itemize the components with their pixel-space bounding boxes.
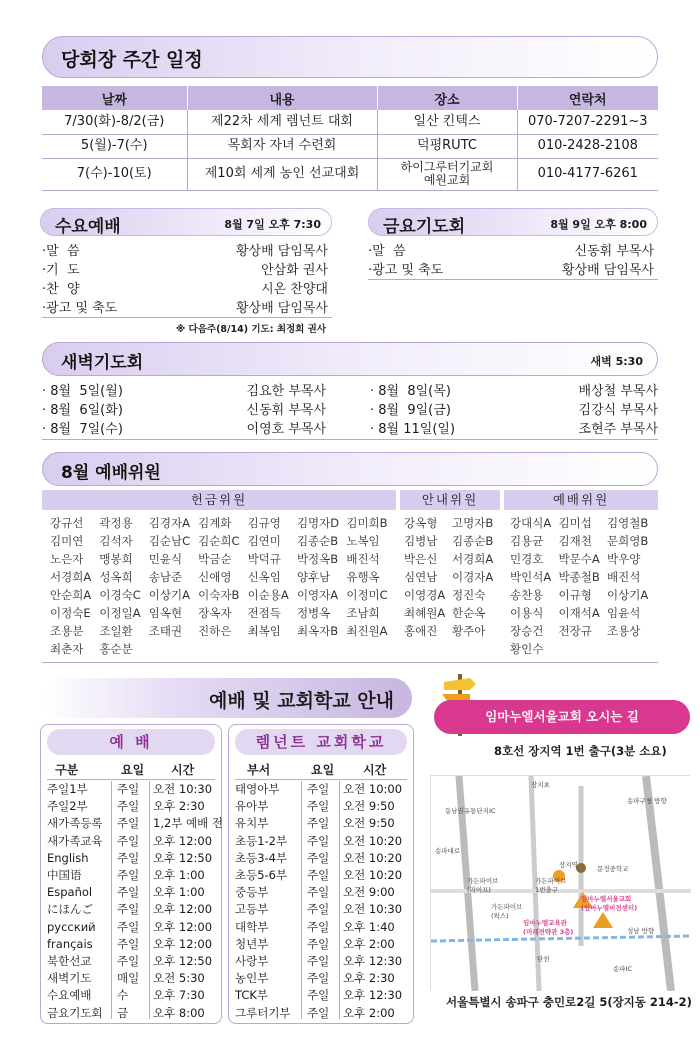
map-label-edu: 임마누엘교육관 (미래전략관 3층) xyxy=(523,919,574,936)
committee-member-name: 이경숙C xyxy=(99,588,141,602)
committee-member-name: 장옥자 xyxy=(198,606,232,620)
committee-member-name: 노복임 xyxy=(346,534,380,548)
wed-item: ·말 씀 황상배 담임목사 xyxy=(42,244,328,259)
committee-member-name: 이숙자B xyxy=(198,588,240,602)
dawn-item: · 8월 11일(일) 조현주 부목사 xyxy=(370,422,658,437)
worship-guide-cell: 주일 xyxy=(117,954,140,969)
committee-member-name: 배진석 xyxy=(346,552,380,566)
school-guide-cell: 대학부 xyxy=(235,919,269,934)
committee-name-row xyxy=(404,586,500,604)
school-guide-cell: 초등3-4부 xyxy=(235,850,288,865)
map-label-seongnam: 성남 방향 xyxy=(627,927,655,935)
committee-member-name: 안순희A xyxy=(50,588,92,602)
dawn-item: · 8월 7일(수) 이영호 부목사 xyxy=(42,422,326,437)
committee-name-row xyxy=(510,622,660,640)
map-label-school-b: 문정중학교 xyxy=(597,865,629,873)
worship-guide-cell: 수 xyxy=(117,988,129,1003)
committee-member-name: 성옥희 xyxy=(99,570,133,584)
school-header-day: 요일 xyxy=(311,763,335,777)
wed-title: 수요예배 xyxy=(55,217,121,237)
dawn-title: 새벽기도회 xyxy=(61,353,144,373)
usher-committee-names xyxy=(404,514,500,640)
committee-title: 8월 예배위원 xyxy=(61,463,161,483)
committee-name-row xyxy=(50,622,396,640)
committee-member-name: 김경자A xyxy=(148,516,190,530)
worship-guide-cell: 새가족교육 xyxy=(47,833,103,848)
worship-guide-cell: 주일 xyxy=(117,850,140,865)
school-guide-cell: 주일 xyxy=(307,988,330,1003)
committee-member-name: 이순용A xyxy=(247,588,289,602)
school-guide-cell: 오후 2:00 xyxy=(343,936,395,951)
committee-member-name: 김병남 xyxy=(404,534,438,548)
committee-member-name: 민윤식 xyxy=(148,552,183,566)
committee-member-name: 박인석A xyxy=(510,570,552,584)
worship-guide-cell: 매일 xyxy=(117,971,140,986)
schedule-header-contact: 연락처 xyxy=(517,86,658,110)
map-label-road: 송파대로 xyxy=(435,847,461,855)
committee-member-name: 조일환 xyxy=(99,624,133,638)
worship-kind-column xyxy=(47,781,103,1022)
map-label-songpa-ic: 송파IC xyxy=(613,965,633,973)
committee-member-name: 강대식A xyxy=(510,516,552,530)
worship-header-rule xyxy=(47,779,215,780)
committee-member-name: 박문수A xyxy=(558,552,600,566)
committee-member-name: 이정일A xyxy=(99,606,141,620)
committee-member-name: 강규선 xyxy=(50,516,84,530)
worship-guide-cell: 주일2부 xyxy=(47,799,88,814)
school-guide-cell: 오후 12:30 xyxy=(343,988,403,1003)
committee-member-name: 신애영 xyxy=(198,570,232,584)
worship-guide-cell: 금 xyxy=(117,1005,129,1020)
school-guide-cell: 오후 12:30 xyxy=(343,954,403,969)
schedule-cell: 덕평RUTC xyxy=(377,134,517,158)
fri-title: 금요기도회 xyxy=(383,217,466,237)
worship-time-column xyxy=(153,781,223,1022)
school-col-divider xyxy=(339,781,340,1019)
worship-guide-cell: 주일 xyxy=(117,782,140,796)
worship-guide-cell: 주일 xyxy=(117,902,140,917)
schedule-cell: 목회자 자녀 수련회 xyxy=(187,134,377,158)
committee-member-name: 김석자 xyxy=(99,534,133,548)
committee-member-name: 이상기A xyxy=(607,588,649,602)
worship-guide-cell: 오전 10:30 xyxy=(153,782,213,796)
committee-member-name: 최혜원A xyxy=(404,606,446,620)
committee-member-name: 배진석 xyxy=(607,570,641,584)
committee-member-name: 한순옥 xyxy=(452,606,486,620)
school-guide-cell: 주일 xyxy=(307,971,330,986)
worship-guide-cell: 오후 12:00 xyxy=(153,833,213,848)
worship-guide-cell: にほんご xyxy=(47,902,93,917)
wed-item: ·광고 및 축도 황상배 담임목사 xyxy=(42,301,328,316)
committee-member-name: 김용균 xyxy=(510,534,544,548)
location-map xyxy=(430,775,690,990)
worship-guide-cell: 주일 xyxy=(117,799,140,814)
committee-member-name: 김미연 xyxy=(50,534,84,548)
school-guide-cell: 오전 10:30 xyxy=(343,902,403,917)
committee-member-name: 이정미C xyxy=(346,588,388,602)
school-guide-cell: 오전 10:20 xyxy=(343,868,403,883)
committee-member-name: 김미희B xyxy=(346,516,388,530)
committee-member-name: 임옥현 xyxy=(148,606,183,620)
wed-divider xyxy=(42,317,332,318)
dawn-item: · 8월 8일(목) 배상철 부목사 xyxy=(370,384,658,399)
committee-member-name: 김연미 xyxy=(247,534,281,548)
school-guide-cell: 청년부 xyxy=(235,936,269,951)
fri-banner xyxy=(368,208,658,236)
committee-member-name: 양후남 xyxy=(296,570,331,584)
school-guide-cell: 주일 xyxy=(307,799,330,814)
committee-member-name: 문희영B xyxy=(607,534,649,548)
committee-member-name: 최옥자B xyxy=(296,624,339,638)
worship-guide-cell: 오후 12:50 xyxy=(153,954,213,969)
school-guide-cell: 주일 xyxy=(307,936,330,951)
worship-committee-names xyxy=(510,514,660,658)
school-guide-cell: 오전 10:00 xyxy=(343,782,403,796)
school-col-divider xyxy=(301,781,302,1019)
subway-info: 8호선 장지역 1번 출구(3분 소요) xyxy=(494,744,667,758)
committee-name-row xyxy=(510,514,660,532)
schedule-header-date: 날짜 xyxy=(42,86,187,110)
committee-member-name: 정진숙 xyxy=(452,588,486,602)
school-guide-cell: 주일 xyxy=(307,1005,330,1020)
worship-guide-cell: 주일 xyxy=(117,868,140,883)
school-guide-cell: 고등부 xyxy=(235,902,269,917)
schedule-cell: 제22차 세계 렘넌트 대회 xyxy=(187,110,377,134)
school-guide-cell: 그루터기부 xyxy=(235,1005,291,1020)
map-label-church: 임마누엘서울교회 (임마누엘비전센터) xyxy=(581,895,638,912)
map-label-school-a: 장지초 xyxy=(531,781,550,789)
worship-guide-cell: 오후 8:00 xyxy=(153,1005,205,1020)
committee-member-name: 황인수 xyxy=(510,642,544,656)
school-guide-cell: 초등1-2부 xyxy=(235,833,288,848)
committee-member-name: 이재석A xyxy=(558,606,600,620)
school-guide-cell: 농인부 xyxy=(235,971,269,986)
committee-member-name: 조용분 xyxy=(50,624,84,638)
fri-time: 8월 9일 오후 8:00 xyxy=(550,218,647,231)
school-guide-cell: 주일 xyxy=(307,833,330,848)
committee-name-row xyxy=(510,604,660,622)
worship-guide-cell: 中国语 xyxy=(47,868,82,883)
school-guide-cell: 주일 xyxy=(307,782,330,796)
committee-member-name: 김종순B xyxy=(296,534,339,548)
school-day-column xyxy=(307,781,329,1022)
committee-member-name: 서경희A xyxy=(50,570,92,584)
committee-name-row xyxy=(510,640,660,658)
schedule-row xyxy=(42,158,658,190)
committee-member-name: 최복임 xyxy=(247,624,281,638)
offering-committee-header: 헌금위원 xyxy=(42,490,396,510)
committee-name-row xyxy=(50,586,396,604)
committee-member-name: 김순희C xyxy=(198,534,240,548)
schedule-cell: 일산 킨텍스 xyxy=(377,110,517,134)
committee-member-name: 곽정용 xyxy=(99,516,133,530)
committee-name-row xyxy=(404,514,500,532)
school-guide-cell: 오후 1:40 xyxy=(343,919,395,934)
worship-guide-title: 예 배 xyxy=(47,729,215,755)
committee-member-name: 홍순분 xyxy=(99,642,133,656)
committee-member-name: 장승건 xyxy=(510,624,544,638)
schedule-cell: 010-4177-6261 xyxy=(517,158,658,190)
committee-member-name: 김규영 xyxy=(247,516,281,530)
committee-member-name: 전장규 xyxy=(558,624,592,638)
school-guide-cell: 주일 xyxy=(307,850,330,865)
schedule-table xyxy=(42,86,658,191)
worship-guide-cell: 주일 xyxy=(117,885,140,900)
committee-name-row xyxy=(510,532,660,550)
guide-title: 예배 및 교회학교 안내 xyxy=(208,690,394,712)
schedule-row xyxy=(42,110,658,134)
committee-name-row xyxy=(510,586,660,604)
schedule-cell: 제10회 세계 농인 선교대회 xyxy=(187,158,377,190)
school-guide-cell: 주일 xyxy=(307,919,330,934)
school-guide-cell: 중등부 xyxy=(235,885,269,900)
school-guide-cell: 오후 2:30 xyxy=(343,971,395,986)
committee-name-row xyxy=(50,640,396,658)
committee-name-row xyxy=(404,622,500,640)
worship-guide-cell: 오후 12:00 xyxy=(153,919,213,934)
committee-member-name: 심연남 xyxy=(404,570,438,584)
schedule-header-content: 내용 xyxy=(187,86,377,110)
committee-member-name: 강옥형 xyxy=(404,516,438,530)
committee-member-name: 이용식 xyxy=(510,606,544,620)
school-dept-column xyxy=(235,781,291,1022)
committee-member-name: 조용상 xyxy=(607,624,641,638)
schedule-cell: 7(수)-10(토) xyxy=(42,158,187,190)
school-guide-cell: 태영아부 xyxy=(235,782,280,796)
committee-name-row xyxy=(404,550,500,568)
worship-guide-cell: 북한선교 xyxy=(47,954,92,969)
school-guide-cell: 오전 10:20 xyxy=(343,833,403,848)
committee-banner xyxy=(42,452,658,486)
worship-guide-box xyxy=(40,724,222,1024)
worship-guide-cell: 주일1부 xyxy=(47,782,88,796)
wed-item: ·기 도 안삼화 권사 xyxy=(42,263,328,278)
committee-member-name: 송남준 xyxy=(148,570,183,584)
committee-name-row xyxy=(50,568,396,586)
worship-guide-cell: 주일 xyxy=(117,833,140,848)
map-label-garden-life: 가든파이브 (라이프) xyxy=(467,877,499,894)
committee-name-row xyxy=(50,532,396,550)
committee-member-name: 김종순B xyxy=(452,534,494,548)
dawn-banner xyxy=(42,342,658,376)
worship-header-day: 요일 xyxy=(121,763,145,777)
worship-committee-header: 예배위원 xyxy=(504,490,658,510)
committee-name-row xyxy=(404,532,500,550)
committee-member-name: 이영경A xyxy=(404,588,446,602)
committee-member-name: 박우양 xyxy=(607,552,641,566)
fri-divider xyxy=(368,279,658,280)
worship-guide-cell: 오후 12:00 xyxy=(153,902,213,917)
worship-guide-cell: 오전 5:30 xyxy=(153,971,205,986)
worship-guide-cell: 오후 7:30 xyxy=(153,988,205,1003)
schedule-row xyxy=(42,134,658,158)
schedule-cell: 070-7207-2291~3 xyxy=(517,110,658,134)
school-header-rule xyxy=(235,779,407,780)
worship-guide-cell: français xyxy=(47,936,93,951)
map-label-stream: 탄천 xyxy=(537,955,550,963)
committee-member-name: 이규형 xyxy=(558,588,592,602)
schedule-title: 당회장 주간 일정 xyxy=(61,49,203,71)
worship-day-column xyxy=(117,781,139,1022)
dawn-time: 새벽 5:30 xyxy=(590,355,643,368)
map-label-station: 장지역 xyxy=(559,861,578,869)
school-guide-cell: 오전 10:20 xyxy=(343,850,403,865)
committee-member-name: 전점득 xyxy=(247,606,281,620)
worship-guide-cell: 오후 2:30 xyxy=(153,799,205,814)
worship-guide-cell: 오후 12:00 xyxy=(153,936,213,951)
committee-member-name: 김영철B xyxy=(607,516,649,530)
map-label-garden-works: 가든파이브 (웍스) xyxy=(491,903,523,920)
worship-col-divider xyxy=(111,781,112,1019)
map-label-gu-office: 송파구청 방향 xyxy=(627,797,667,805)
dawn-item: · 8월 9일(금) 김강식 부목사 xyxy=(370,403,658,418)
committee-member-name: 고명자B xyxy=(452,516,494,530)
school-guide-cell: 사랑부 xyxy=(235,954,269,969)
church-address: 서울특별시 송파구 충민로2길 5(장지동 214-2) xyxy=(446,995,692,1009)
school-guide-title: 렘넌트 교회학교 xyxy=(235,729,407,755)
worship-guide-cell: 수요예배 xyxy=(47,988,92,1003)
school-guide-cell: 초등5-6부 xyxy=(235,868,288,883)
school-guide-cell: 유아부 xyxy=(235,799,269,814)
worship-guide-cell: 주일 xyxy=(117,816,140,831)
schedule-cell: 5(월)-7(수) xyxy=(42,134,187,158)
committee-member-name: 송찬용 xyxy=(510,588,544,602)
committee-member-name: 신옥임 xyxy=(247,570,281,584)
dawn-item: · 8월 6일(화) 신동휘 부목사 xyxy=(42,403,326,418)
school-guide-cell: 주일 xyxy=(307,885,330,900)
committee-name-row xyxy=(510,568,660,586)
wed-banner xyxy=(40,208,332,236)
schedule-banner xyxy=(42,36,658,78)
usher-committee-header: 안내위원 xyxy=(400,490,500,510)
committee-member-name: 김명자D xyxy=(296,516,340,530)
worship-guide-cell: 오후 1:00 xyxy=(153,868,205,883)
fri-item: ·말 씀 신동휘 부목사 xyxy=(368,244,654,259)
worship-col-divider xyxy=(149,781,150,1019)
committee-member-name: 박금순 xyxy=(198,552,232,566)
wed-item: ·찬 양 시온 찬양대 xyxy=(42,282,328,297)
committee-name-row xyxy=(404,568,500,586)
committee-divider xyxy=(42,662,658,663)
schedule-cell: 7/30(화)-8/2(금) xyxy=(42,110,187,134)
wed-time: 8월 7일 오후 7:30 xyxy=(224,218,321,231)
worship-guide-cell: 주일 xyxy=(117,936,140,951)
committee-member-name: 맹봉희 xyxy=(99,552,133,566)
committee-member-name: 홍애진 xyxy=(404,624,438,638)
committee-member-name: 이영자A xyxy=(296,588,339,602)
committee-member-name: 임윤석 xyxy=(607,606,641,620)
committee-member-name: 황주아 xyxy=(452,624,486,638)
directions-sign: 임마누엘서울교회 오시는 길 xyxy=(434,700,690,734)
committee-member-name: 박덕규 xyxy=(247,552,281,566)
committee-member-name: 정병옥 xyxy=(296,606,331,620)
committee-member-name: 김순남C xyxy=(148,534,191,548)
school-guide-cell: 주일 xyxy=(307,954,330,969)
school-guide-cell: 오후 2:00 xyxy=(343,1005,395,1020)
committee-member-name: 이경자A xyxy=(452,570,494,584)
worship-guide-cell: English xyxy=(47,850,89,865)
wed-note: ※ 다음주(8/14) 기도: 최정희 권사 xyxy=(176,324,327,335)
committee-name-row xyxy=(510,550,660,568)
committee-member-name: 박은신 xyxy=(404,552,438,566)
worship-header-time: 시간 xyxy=(171,763,195,777)
school-guide-box xyxy=(228,724,414,1024)
dawn-divider xyxy=(42,439,658,440)
school-guide-cell: 주일 xyxy=(307,868,330,883)
worship-guide-cell: 오후 12:50 xyxy=(153,850,213,865)
school-guide-cell: 유치부 xyxy=(235,816,269,831)
guide-banner xyxy=(42,678,412,718)
committee-member-name: 조태권 xyxy=(148,624,183,638)
school-time-column xyxy=(343,781,402,1022)
map-label-ic: 동남권유통단지IC xyxy=(445,807,496,815)
worship-guide-cell: 금요기도회 xyxy=(47,1005,103,1020)
schedule-header-place: 장소 xyxy=(377,86,517,110)
committee-member-name: 진하은 xyxy=(198,624,232,638)
worship-guide-cell: 주일 xyxy=(117,919,140,934)
committee-member-name: 최춘자 xyxy=(50,642,84,656)
worship-guide-cell: 오후 1:00 xyxy=(153,885,205,900)
committee-name-row xyxy=(404,604,500,622)
fri-item: ·광고 및 축도 황상배 담임목사 xyxy=(368,263,654,278)
school-header-time: 시간 xyxy=(363,763,387,777)
committee-member-name: 최진원A xyxy=(346,624,388,638)
committee-member-name: 유행옥 xyxy=(346,570,380,584)
map-label-garden-exit: 가든파이브 1번출구 xyxy=(535,877,567,894)
school-guide-cell: 오전 9:50 xyxy=(343,799,395,814)
schedule-cell: 하이그루터기교회 예원교회 xyxy=(377,158,517,190)
committee-member-name: 김재천 xyxy=(558,534,592,548)
committee-name-row xyxy=(50,550,396,568)
committee-member-name: 김미섭 xyxy=(558,516,592,530)
worship-guide-cell: Español xyxy=(47,885,93,900)
worship-guide-cell: pyсский xyxy=(47,919,96,934)
committee-name-row xyxy=(50,514,396,532)
school-guide-cell: 오전 9:00 xyxy=(343,885,395,900)
schedule-header-row xyxy=(42,86,658,110)
committee-member-name: 노은자 xyxy=(50,552,84,566)
committee-member-name: 서경희A xyxy=(452,552,494,566)
committee-member-name: 박종철B xyxy=(558,570,600,584)
school-header-dept: 부서 xyxy=(247,763,271,777)
committee-name-row xyxy=(50,604,396,622)
school-guide-cell: 주일 xyxy=(307,816,330,831)
worship-guide-cell: 1,2부 예배 전 xyxy=(153,816,224,831)
committee-member-name: 이상기A xyxy=(148,588,190,602)
committee-member-name: 민경호 xyxy=(510,552,544,566)
committee-member-name: 이정숙E xyxy=(50,606,91,620)
committee-member-name: 조남희 xyxy=(346,606,380,620)
worship-guide-cell: 새벽기도 xyxy=(47,971,92,986)
committee-member-name: 박정옥B xyxy=(296,552,339,566)
worship-header-kind: 구분 xyxy=(55,763,79,777)
school-guide-cell: 오전 9:50 xyxy=(343,816,395,831)
school-guide-cell: TCK부 xyxy=(235,988,269,1003)
offering-committee-names xyxy=(50,514,396,658)
school-guide-cell: 주일 xyxy=(307,902,330,917)
schedule-cell: 010-2428-2108 xyxy=(517,134,658,158)
worship-guide-cell: 새가족등록 xyxy=(47,816,103,831)
committee-member-name: 김계화 xyxy=(198,516,232,530)
dawn-item: · 8월 5일(월) 김요한 부목사 xyxy=(42,384,326,399)
